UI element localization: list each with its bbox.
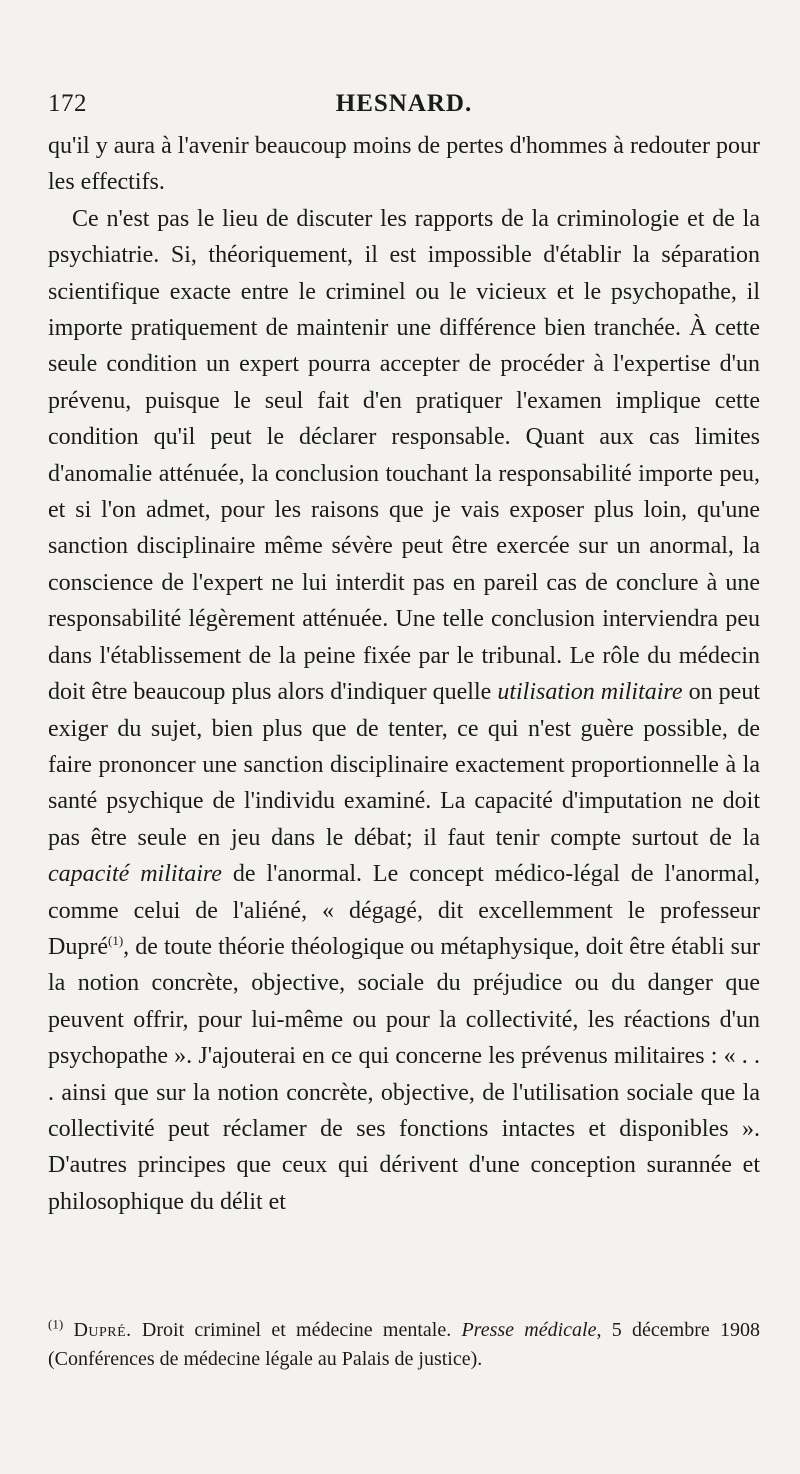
capacite-militaire-emphasis: capacité militaire xyxy=(48,861,222,888)
paragraph-2-part-c: de l'anormal. Le concept médico-légal de l'anormal, comme celui de l'aliéné, « dégagé, dit excellemment le professeur Dupré xyxy=(48,861,760,960)
paragraph-2-part-d: , de toute théorie théologique ou métaphysique, doit être établi sur la notion concrète, objective, sociale du préjudice ou du danger que peuvent offrir, pour lui-même ou pour la collectivité, les réactions d'un psychopathe ». J'ajouterai en ce qui concerne les prévenus militaires : « . . . ainsi que sur la notion concrète, objective, de l'utilisation sociale que la collectivité peut réclamer de ses fonctions intactes et disponibles ». D'autres principes que ceux qui dérivent d'une conception surannée et philosophique du délit et xyxy=(48,933,760,1215)
body-text xyxy=(48,128,760,1220)
running-head: HESNARD. xyxy=(335,90,473,117)
footnote-journal: Presse médicale xyxy=(461,1319,597,1341)
footnote-reference: (1) xyxy=(107,932,124,948)
footnote-text-a: Droit criminel et médecine mentale. xyxy=(131,1319,462,1341)
page-header xyxy=(48,84,760,124)
paragraph-2-part-a: Ce n'est pas le lieu de discuter les rapports de la criminologie et de la psychiatrie. Si, théoriquement, il est impossible d'établir la séparation scientifique exacte entre le criminel ou le vicieux et le psychopathe, il importe pratiquement de maintenir une différence bien tranchée. À cette seule condition un expert pourra accepter de procéder à l'expertise d'un prévenu, puisque le seul fait d'en pratiquer l'examen implique cette condition qu'il peut le déclarer responsable. Quant aux cas limites d'anomalie atténuée, la conclusion touchant la responsabilité importe peu, et si l'on admet, pour les raisons que je vais exposer plus loin, qu'une sanction disciplinaire même sévère peut être exercée sur un anormal, la conscience de l'expert ne lui interdit pas en pareil cas de conclure à une responsabilité légèrement atténuée. Une telle conclusion interviendra peu dans l'établissement de la peine fixée par le tribunal. Le rôle du médecin doit être beaucoup plus alors d'indiquer quelle xyxy=(48,205,760,706)
paragraph-2-part-b: on peut exiger du sujet, bien plus que de tenter, ce qui n'est guère possible, de faire prononcer une sanction disciplinaire exactement proportionnelle à la santé psychique de l'individu examiné. La capacité d'imputation ne doit pas être seule en jeu dans le débat; il faut tenir compte surtout de la xyxy=(48,679,761,851)
page-number: 172 xyxy=(48,90,87,117)
paragraph-2 xyxy=(48,201,760,1220)
footnote-author: Dupré. xyxy=(73,1319,132,1341)
footnote-marker: (1) xyxy=(48,1316,64,1332)
paragraph-1: qu'il y aura à l'avenir beaucoup moins de pertes d'hommes à redouter pour les effectifs. xyxy=(48,133,760,196)
utilisation-militaire-emphasis: utilisation militaire xyxy=(497,679,683,706)
footnote xyxy=(48,1316,760,1374)
footnote-text-b: , 5 décembre 1908 (Conférences de médecine légale au Palais de justice). xyxy=(48,1319,760,1370)
